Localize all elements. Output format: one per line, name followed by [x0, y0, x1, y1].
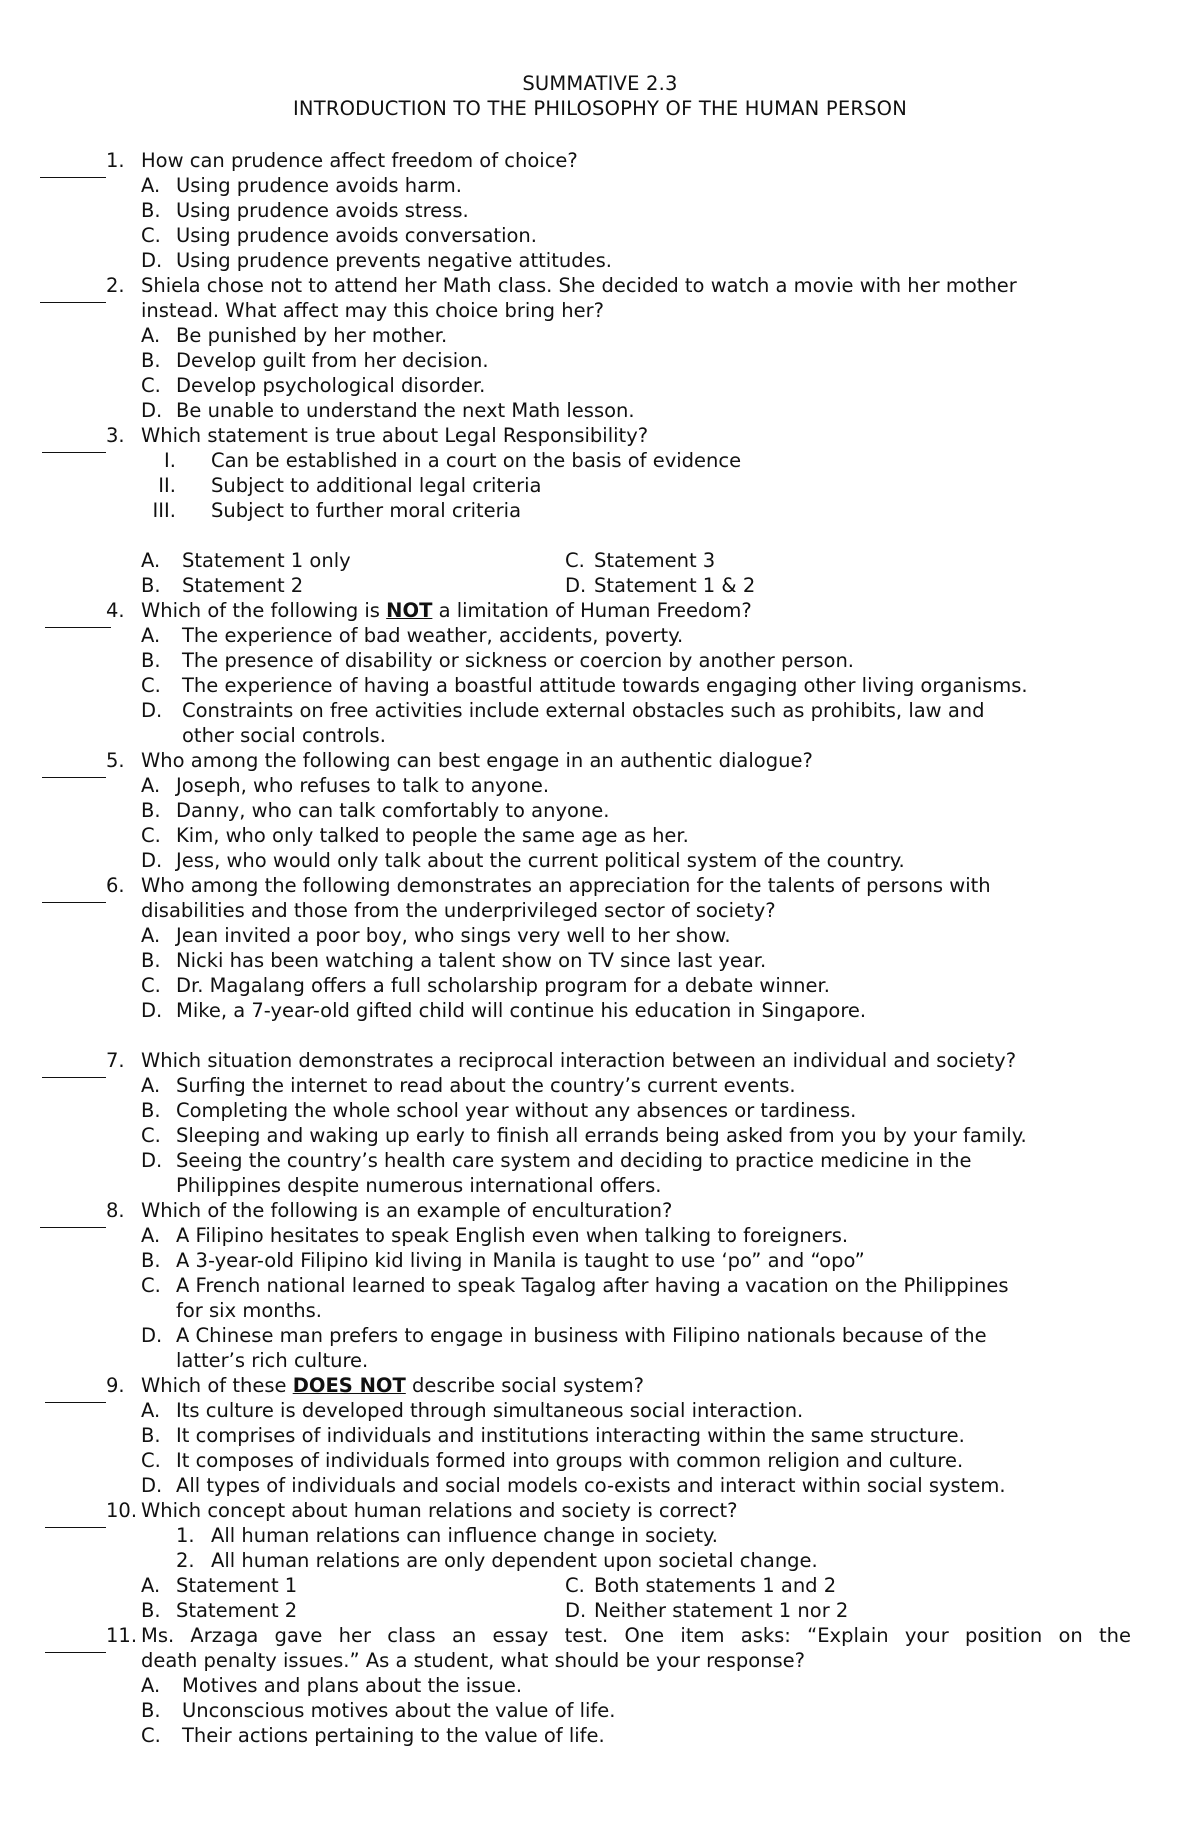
choice-text-cont: for six months.	[176, 1299, 322, 1322]
choice-text: Motives and plans about the issue.	[182, 1674, 523, 1697]
choice-text: The presence of disability or sickness or coercion by another person.	[182, 649, 855, 672]
question-stem-6: Who among the following demonstrates an appreciation for the talents of persons with	[141, 874, 991, 897]
choice-letter: A.	[141, 924, 161, 947]
stem-text: Which of these	[141, 1374, 293, 1397]
choice-letter: C.	[141, 974, 161, 997]
choice-text: Mike, a 7-year-old gifted child will continue his education in Singapore.	[176, 999, 867, 1022]
choice-text: It comprises of individuals and institutions interacting within the same structure.	[176, 1424, 965, 1447]
statement-text: All human relations can influence change in society.	[211, 1524, 718, 1547]
choice-text: Statement 1	[176, 1574, 298, 1597]
choice-letter: D.	[565, 1599, 587, 1622]
choice-text-cont: latter’s rich culture.	[176, 1349, 369, 1372]
question-number-9: 9.	[106, 1374, 125, 1397]
choice-text: Joseph, who refuses to talk to anyone.	[176, 774, 550, 797]
choice-letter: A.	[141, 324, 161, 347]
question-stem-8: Which of the following is an example of enculturation?	[141, 1199, 673, 1222]
choice-letter: D.	[141, 1324, 163, 1347]
choice-text: Surfing the internet to read about the country’s current events.	[176, 1074, 796, 1097]
choice-letter: A.	[141, 774, 161, 797]
choice-text: Danny, who can talk comfortably to anyone.	[176, 799, 610, 822]
choice-text: Neither statement 1 nor 2	[594, 1599, 849, 1622]
question-number-10: 10.	[106, 1499, 138, 1522]
answer-blank-6[interactable]	[42, 902, 106, 903]
choice-letter: D.	[141, 849, 163, 872]
choice-letter: D.	[141, 249, 163, 272]
choice-letter: A.	[141, 549, 161, 572]
question-number-6: 6.	[106, 874, 125, 897]
choice-letter: B.	[141, 1099, 161, 1122]
question-stem-4	[141, 598, 752, 623]
choice-letter: B.	[141, 1599, 161, 1622]
choice-text: Jean invited a poor boy, who sings very well to her show.	[176, 924, 731, 947]
choice-letter: C.	[141, 1449, 161, 1472]
choice-letter: C.	[565, 1574, 585, 1597]
choice-text: Using prudence avoids conversation.	[176, 224, 537, 247]
choice-letter: C.	[141, 1124, 161, 1147]
choice-text: Using prudence prevents negative attitudes.	[176, 249, 612, 272]
answer-blank-8[interactable]	[40, 1227, 106, 1228]
choice-letter: B.	[141, 949, 161, 972]
choice-letter: A.	[141, 1574, 161, 1597]
choice-text: It composes of individuals formed into groups with common religion and culture.	[176, 1449, 964, 1472]
stem-text: a limitation of Human Freedom?	[432, 599, 752, 622]
question-stem-2-cont: instead. What affect may this choice bring her?	[141, 299, 604, 322]
choice-text: Develop psychological disorder.	[176, 374, 486, 397]
choice-text: Kim, who only talked to people the same age as her.	[176, 824, 689, 847]
choice-letter: D.	[141, 1149, 163, 1172]
choice-letter: D.	[141, 399, 163, 422]
choice-text: Completing the whole school year without any absences or tardiness.	[176, 1099, 857, 1122]
choice-text: Be unable to understand the next Math lesson.	[176, 399, 635, 422]
choice-letter: C.	[141, 1274, 161, 1297]
choice-letter: A.	[141, 1399, 161, 1422]
choice-text: Statement 2	[182, 574, 304, 597]
statement-number: 2.	[176, 1549, 195, 1572]
choice-letter: B.	[141, 799, 161, 822]
choice-letter: A.	[141, 1074, 161, 1097]
choice-text-cont: Philippines despite numerous international offers.	[176, 1174, 662, 1197]
choice-text: Develop guilt from her decision.	[176, 349, 489, 372]
answer-blank-3[interactable]	[42, 452, 106, 453]
choice-text: Dr. Magalang offers a full scholarship program for a debate winner.	[176, 974, 830, 997]
choice-letter: A.	[141, 624, 161, 647]
choice-letter: C.	[565, 549, 585, 572]
choice-text: Using prudence avoids harm.	[176, 174, 462, 197]
answer-blank-1[interactable]	[40, 177, 106, 178]
answer-blank-9[interactable]	[45, 1402, 106, 1403]
question-number-7: 7.	[106, 1049, 125, 1072]
choice-letter: B.	[141, 1699, 161, 1722]
answer-blank-7[interactable]	[42, 1077, 106, 1078]
choice-letter: B.	[141, 1424, 161, 1447]
choice-text: Sleeping and waking up early to finish all errands being asked from you by your family.	[176, 1124, 1027, 1147]
roman-numeral: III.	[152, 499, 176, 522]
choice-text: Statement 2	[176, 1599, 298, 1622]
choice-text: Unconscious motives about the value of life.	[182, 1699, 616, 1722]
choice-text: Statement 1 only	[182, 549, 351, 572]
statement-text: Subject to additional legal criteria	[211, 474, 542, 497]
question-stem-11: Ms. Arzaga gave her class an essay test. One item asks: “Explain your position on the	[141, 1624, 1131, 1647]
question-number-3: 3.	[106, 424, 125, 447]
statement-text: Can be established in a court on the basis of evidence	[211, 449, 742, 472]
choice-letter: B.	[141, 574, 161, 597]
question-number-2: 2.	[106, 274, 125, 297]
choice-text: The experience of having a boastful attitude towards engaging other living organisms.	[182, 674, 1028, 697]
document-title: SUMMATIVE 2.3	[522, 72, 678, 95]
choice-letter: D.	[141, 1474, 163, 1497]
choice-letter: A.	[141, 174, 161, 197]
choice-text: Using prudence avoids stress.	[176, 199, 469, 222]
choice-text: A Chinese man prefers to engage in business with Filipino nationals because of the	[176, 1324, 987, 1347]
choice-text: Be punished by her mother.	[176, 324, 448, 347]
stem-text: Which of the following is	[141, 599, 387, 622]
choice-letter: B.	[141, 349, 161, 372]
question-stem-6-cont: disabilities and those from the underprivileged sector of society?	[141, 899, 776, 922]
roman-numeral: II.	[158, 474, 176, 497]
choice-letter: A.	[141, 1224, 161, 1247]
choice-text: A French national learned to speak Tagalog after having a vacation on the Philippines	[176, 1274, 1009, 1297]
choice-text: All types of individuals and social models co-exists and interact within social system.	[176, 1474, 1006, 1497]
choice-letter: C.	[141, 224, 161, 247]
statement-text: All human relations are only dependent upon societal change.	[211, 1549, 818, 1572]
choice-text: Constraints on free activities include external obstacles such as prohibits, law and	[182, 699, 985, 722]
choice-text: Their actions pertaining to the value of life.	[182, 1724, 605, 1747]
choice-letter: C.	[141, 674, 161, 697]
statement-text: Subject to further moral criteria	[211, 499, 522, 522]
choice-letter: B.	[141, 649, 161, 672]
choice-text: A Filipino hesitates to speak English even when talking to foreigners.	[176, 1224, 849, 1247]
choice-text: Statement 3	[594, 549, 716, 572]
answer-blank-11[interactable]	[45, 1652, 106, 1653]
question-stem-9	[141, 1373, 644, 1398]
answer-blank-2[interactable]	[40, 302, 106, 303]
choice-text: Jess, who would only talk about the current political system of the country.	[176, 849, 905, 872]
statement-number: 1.	[176, 1524, 195, 1547]
question-stem-10: Which concept about human relations and society is correct?	[141, 1499, 738, 1522]
choice-letter: D.	[141, 699, 163, 722]
question-stem-1: How can prudence affect freedom of choice?	[141, 149, 578, 172]
question-stem-3: Which statement is true about Legal Responsibility?	[141, 424, 649, 447]
question-stem-5: Who among the following can best engage in an authentic dialogue?	[141, 749, 813, 772]
answer-blank-5[interactable]	[42, 777, 106, 778]
choice-letter: C.	[141, 1724, 161, 1747]
choice-text: Nicki has been watching a talent show on TV since last year.	[176, 949, 767, 972]
question-number-8: 8.	[106, 1199, 125, 1222]
question-number-1: 1.	[106, 149, 125, 172]
choice-letter: A.	[141, 1674, 161, 1697]
question-number-5: 5.	[106, 749, 125, 772]
choice-letter: C.	[141, 374, 161, 397]
question-number-11: 11.	[106, 1624, 138, 1647]
choice-text: Its culture is developed through simultaneous social interaction.	[176, 1399, 804, 1422]
choice-letter: D.	[565, 574, 587, 597]
answer-blank-4[interactable]	[45, 627, 111, 628]
choice-letter: B.	[141, 199, 161, 222]
choice-letter: D.	[141, 999, 163, 1022]
choice-text: The experience of bad weather, accidents, poverty.	[182, 624, 684, 647]
answer-blank-10[interactable]	[45, 1527, 106, 1528]
choice-text-cont: other social controls.	[182, 724, 386, 747]
question-stem-7: Which situation demonstrates a reciprocal interaction between an individual and society?	[141, 1049, 1017, 1072]
emphasis-text: DOES NOT	[292, 1374, 406, 1397]
choice-letter: B.	[141, 1249, 161, 1272]
question-number-4: 4.	[106, 599, 125, 622]
emphasis-text: NOT	[386, 599, 433, 622]
question-stem-11-cont: death penalty issues.” As a student, what should be your response?	[141, 1649, 805, 1672]
stem-text: describe social system?	[405, 1374, 644, 1397]
document-subtitle: INTRODUCTION TO THE PHILOSOPHY OF THE HUMAN PERSON	[292, 97, 908, 120]
choice-text: Seeing the country’s health care system and deciding to practice medicine in the	[176, 1149, 972, 1172]
roman-numeral: I.	[164, 449, 176, 472]
choice-text: Statement 1 & 2	[594, 574, 756, 597]
choice-letter: C.	[141, 824, 161, 847]
choice-text: A 3-year-old Filipino kid living in Manila is taught to use ‘po” and “opo”	[176, 1249, 865, 1272]
question-stem-2: Shiela chose not to attend her Math class. She decided to watch a movie with her mother	[141, 274, 1017, 297]
choice-text: Both statements 1 and 2	[594, 1574, 837, 1597]
